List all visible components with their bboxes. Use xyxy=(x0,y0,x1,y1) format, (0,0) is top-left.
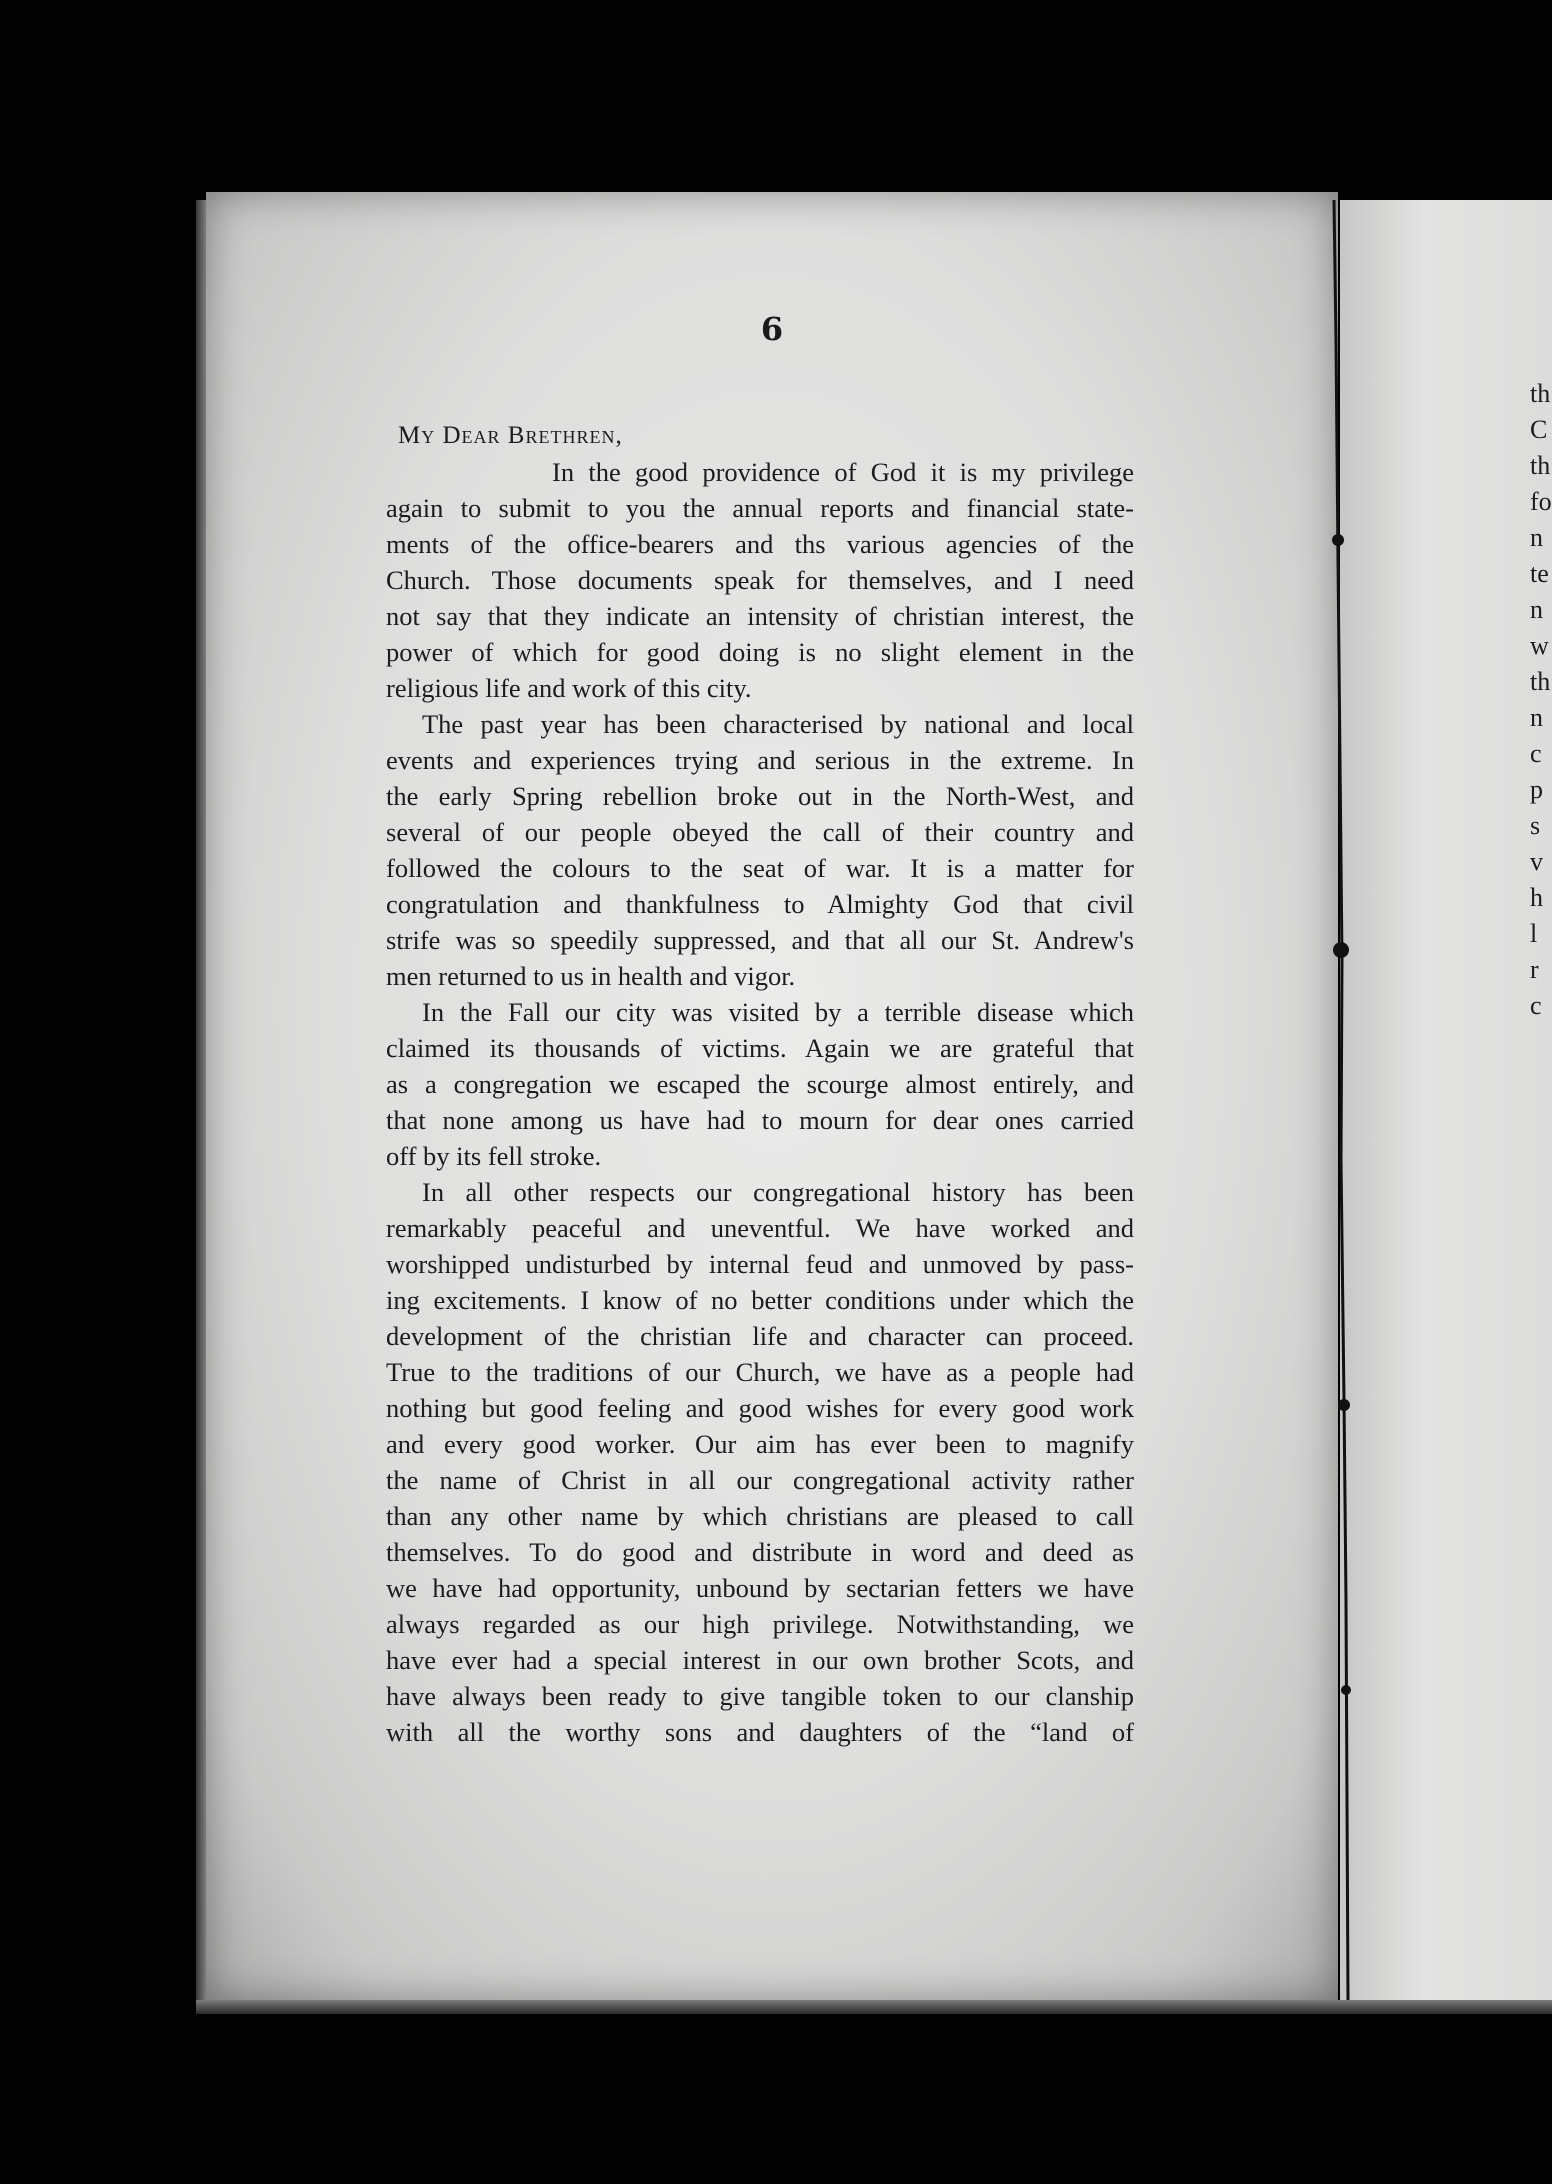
fragment: th xyxy=(1530,667,1551,696)
fragment: n xyxy=(1530,703,1543,732)
paragraph xyxy=(386,994,1134,1174)
paragraph xyxy=(386,454,1134,706)
text-line: Church. Those documents speak for themselves, and I need xyxy=(386,565,1134,595)
fragment: w xyxy=(1530,631,1549,660)
right-page xyxy=(1340,200,1552,2000)
letter-body xyxy=(386,418,1134,1750)
text-line: and every good worker. Our aim has ever been to magnify xyxy=(386,1429,1134,1459)
text-line: themselves. To do good and distribute in word and deed as xyxy=(386,1537,1134,1567)
text-line: ing excitements. I know of no better conditions under which the xyxy=(386,1285,1134,1315)
fragment: r xyxy=(1530,955,1539,984)
fragment: th xyxy=(1530,451,1551,480)
fragment: n xyxy=(1530,595,1543,624)
text-line: we have had opportunity, unbound by sectarian fetters we have xyxy=(386,1573,1134,1603)
text-line: remarkably peaceful and uneventful. We have worked and xyxy=(386,1213,1134,1243)
page-edge-bottom xyxy=(196,2000,1552,2014)
text-line: have always been ready to give tangible token to our clanship xyxy=(386,1681,1134,1711)
paragraph xyxy=(386,706,1134,994)
text-line: events and experiences trying and serious in the extreme. In xyxy=(386,745,1134,775)
text-line: that none among us have had to mourn for dear ones carried xyxy=(386,1105,1134,1135)
fragment: C xyxy=(1530,415,1548,444)
fragment: te xyxy=(1530,559,1549,588)
fragment: s xyxy=(1530,811,1541,840)
text-line: not say that they indicate an intensity of christian interest, the xyxy=(386,601,1134,631)
text-line: than any other name by which christians are pleased to call xyxy=(386,1501,1134,1531)
text-line: power of which for good doing is no slight element in the xyxy=(386,637,1134,667)
fragment: l xyxy=(1530,919,1538,948)
text-line: claimed its thousands of victims. Again we are grateful that xyxy=(386,1033,1134,1063)
fragment: fo xyxy=(1530,487,1552,516)
text-line: always regarded as our high privilege. Notwithstanding, we xyxy=(386,1609,1134,1639)
text-line: In the Fall our city was visited by a terrible disease which xyxy=(422,997,1134,1027)
fragment: c xyxy=(1530,991,1542,1020)
text-line: True to the traditions of our Church, we have as a people had xyxy=(386,1357,1134,1387)
text-line: ments of the office-bearers and ths various agencies of the xyxy=(386,529,1134,559)
text-line: the early Spring rebellion broke out in the North-West, and xyxy=(386,781,1134,811)
text-line: worshipped undisturbed by internal feud and unmoved by pass- xyxy=(386,1249,1134,1279)
text-line: several of our people obeyed the call of their country and xyxy=(386,817,1134,847)
text-line: congratulation and thankfulness to Almighty God that civil xyxy=(386,889,1134,919)
text-line: development of the christian life and character can proceed. xyxy=(386,1321,1134,1351)
text-line: The past year has been characterised by national and local xyxy=(422,709,1134,739)
text-line: In all other respects our congregational history has been xyxy=(422,1177,1134,1207)
fragment: n xyxy=(1530,523,1543,552)
paragraph xyxy=(386,1174,1134,1750)
fragment: c xyxy=(1530,739,1542,768)
binding-thread xyxy=(1326,200,1356,2000)
text-line: followed the colours to the seat of war. It is a matter for xyxy=(386,853,1134,883)
text-line: men returned to us in health and vigor. xyxy=(386,961,796,991)
text-line: off by its fell stroke. xyxy=(386,1141,602,1171)
fragment: v xyxy=(1530,847,1543,876)
text-line: the name of Christ in all our congregational activity rather xyxy=(386,1465,1134,1495)
text-line: again to submit to you the annual reports and financial state- xyxy=(386,493,1134,523)
text-line: with all the worthy sons and daughters of the “land of xyxy=(386,1717,1134,1747)
right-page-text-fragments xyxy=(1530,376,1552,1024)
page-number: 6 xyxy=(760,310,784,348)
fragment: p xyxy=(1530,775,1543,804)
fragment: th xyxy=(1530,379,1551,408)
text-line: as a congregation we escaped the scourge almost entirely, and xyxy=(386,1069,1134,1099)
text-line: have ever had a special interest in our own brother Scots, and xyxy=(386,1645,1134,1675)
text-line: In the good providence of God it is my privilege xyxy=(552,457,1134,487)
salutation: My Dear Brethren, xyxy=(398,422,623,449)
text-line: nothing but good feeling and good wishes for every good work xyxy=(386,1393,1134,1423)
text-line: strife was so speedily suppressed, and that all our St. Andrew's xyxy=(386,925,1134,955)
text-line: religious life and work of this city. xyxy=(386,673,752,703)
fragment: h xyxy=(1530,883,1543,912)
